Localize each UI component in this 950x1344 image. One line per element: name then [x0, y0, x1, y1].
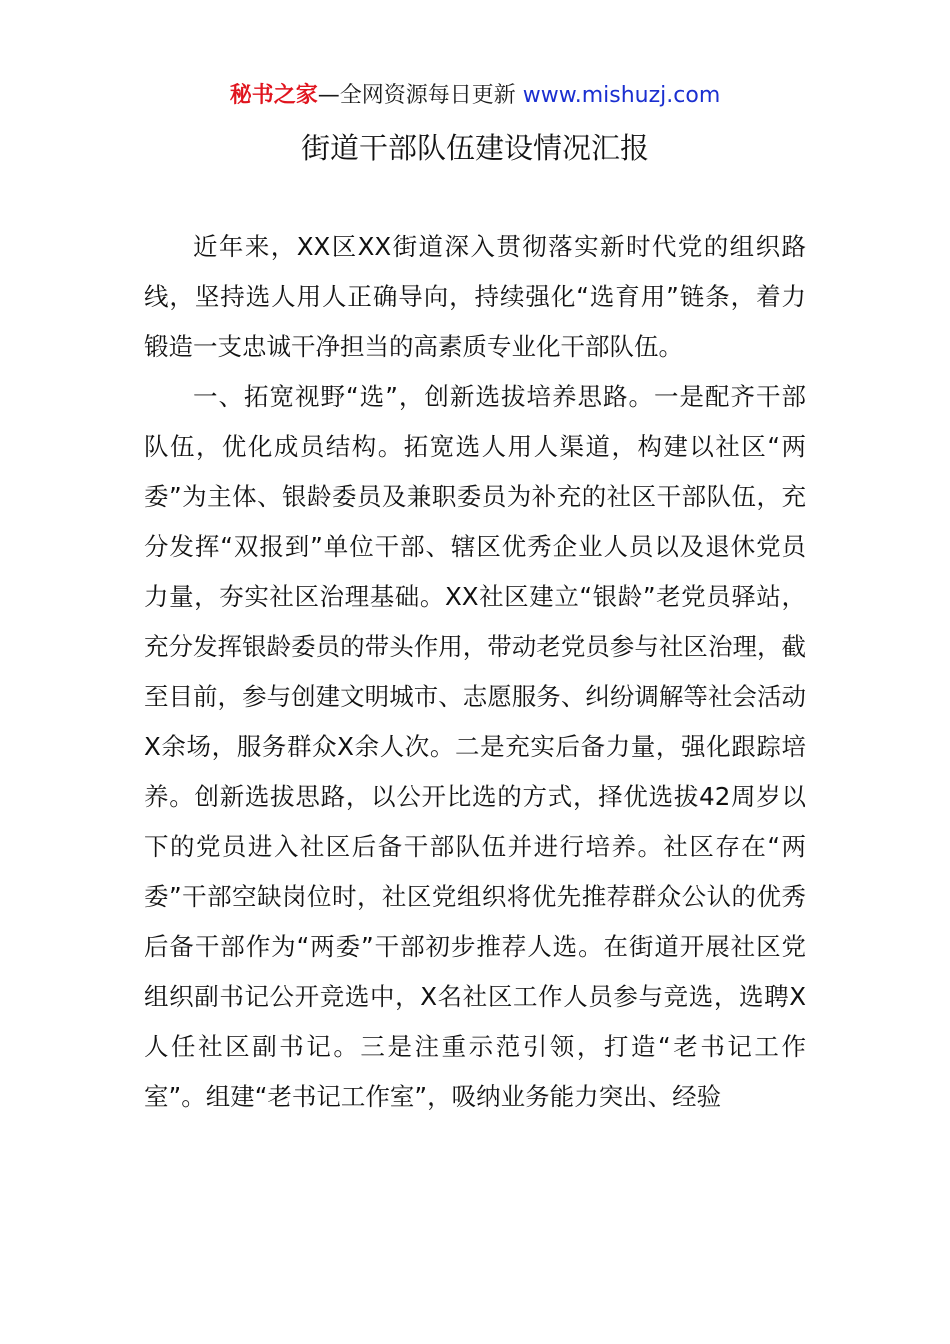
document-title: 街道干部队伍建设情况汇报 [300, 131, 649, 165]
paragraph-section-one: 一、拓宽视野“选”，创新选拔培养思路。一是配齐干部队伍，优化成员结构。拓宽选人用人渠道，构建以社区“两委”为主体、银龄委员及兼职委员为补充的社区干部队伍，充分发挥“双报到”单位干部、辖区优秀企业人员以及退休党员力量，夯实社区治理基础。XX社区建立“银龄”老党员驿站，充分发挥银龄委员的带头作用，带动老党员参与社区治理，截至目前，参与创建文明城市、志愿服务、纠纷调解等社会活动X余场，服务群众X余人次。二是充实后备力量，强化跟踪培养。创新选拔思路，以公开比选的方式，择优选拔42周岁以下的党员进入社区后备干部队伍并进行培养。社区存在“两委”干部空缺岗位时，社区党组织将优先推荐群众公认的优秀后备干部作为“两委”干部初步推荐人选。在街道开展社区党组织副书记公开竞选中，X名社区工作人员参与竞选，选聘X人任社区副书记。三是注重示范引领，打造“老书记工作室”。组建“老书记工作室”，吸纳业务能力突出、经验 [144, 382, 806, 1111]
brand-name: 秘书之家 [229, 83, 318, 108]
banner-tagline: —全网资源每日更新 [317, 83, 523, 108]
site-banner [0, 78, 950, 114]
paragraph-intro: 近年来，XX区XX街道深入贯彻落实新时代党的组织路线，坚持选人用人正确导向，持续强化“选育用”链条，着力锻造一支忠诚干净担当的高素质专业化干部队伍。 [144, 232, 806, 361]
site-url-link[interactable]: www.mishuzj.com [522, 83, 721, 108]
document-body [144, 222, 806, 1122]
